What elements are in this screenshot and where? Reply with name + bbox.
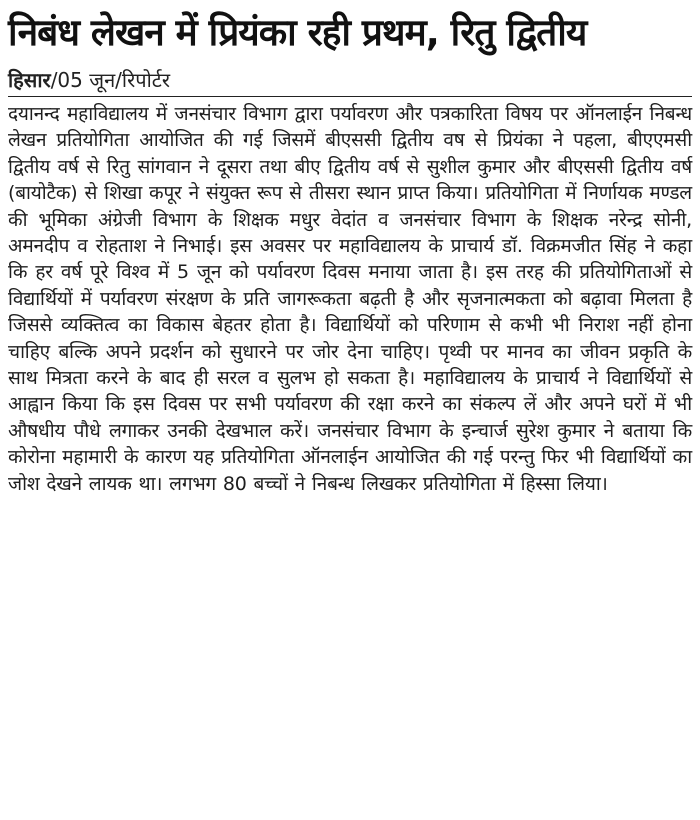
dateline-place: हिसार <box>8 68 51 92</box>
article-body: दयानन्द महाविद्यालय में जनसंचार विभाग द्वारा पर्यावरण और पत्रकारिता विषय पर ऑनलाईन निबन्ध लेखन प्रतियोगिता आयोजित की गई जिसमें बीएससी द्वितीय वष से प्रियंका ने पहला, बीएएमसी द्वितीय वर्ष से रितु सांगवान ने दूसरा तथा बीए द्वितीय वर्ष से सुशील कुमार और बीएससी द्वितीय वर्ष (बायोटैक) से शिखा कपूर ने संयुक्त रूप से तीसरा स्थान प्राप्त किया। प्रतियोगिता में निर्णायक मण्डल की भूमिका अंग्रेजी विभाग के शिक्षक मधुर वेदांत व जनसंचार विभाग के शिक्षक नरेन्द्र सोनी, अमनदीप व रोहताश ने निभाई। इस अवसर पर महाविद्यालय के प्राचार्य डॉ. विक्रमजीत सिंह ने कहा कि हर वर्ष पूरे विश्व में 5 जून को पर्यावरण दिवस मनाया जाता है। इस तरह की प्रतियोगिताओं से विद्यार्थियों में पर्यावरण संरक्षण के प्रति जागरूकता बढ़ती है और सृजनात्मकता को बढ़ावा मिलता है जिससे व्यक्तित्व का विकास बेहतर होता है। विद्यार्थियों को परिणाम से कभी भी निराश नहीं होना चाहिए बल्कि अपने प्रदर्शन को सुधारने पर जोर देना चाहिए। पृथ्वी पर मानव का जीवन प्रकृति के साथ मित्रता करने के बाद ही सरल व सुलभ हो सकता है। महाविद्यालय के प्राचार्य ने विद्यार्थियों से आह्वान किया कि इस दिवस पर सभी पर्यावरण की रक्षा करने का संकल्प लें और अपने घरों में भी औषधीय पौधे लगाकर उनकी देखभाल करें। जनसंचार विभाग के इन्चार्ज सुरेश कुमार ने बताया कि कोरोना महामारी के कारण यह प्रतियोगिता ऑनलाईन आयोजित की गई परन्तु फिर भी विद्यार्थियों का जोश देखने लायक था। लगभग 80 बच्चों ने निबन्ध लिखकर प्रतियोगिता में हिस्सा लिया। <box>8 103 692 495</box>
dateline-date-reporter: /05 जून/रिपोर्टर <box>50 68 171 92</box>
headline: निबंध लेखन में प्रियंका रही प्रथम, रितु द्वितीय <box>8 11 587 54</box>
dateline-divider <box>8 96 692 97</box>
dateline <box>8 66 692 94</box>
